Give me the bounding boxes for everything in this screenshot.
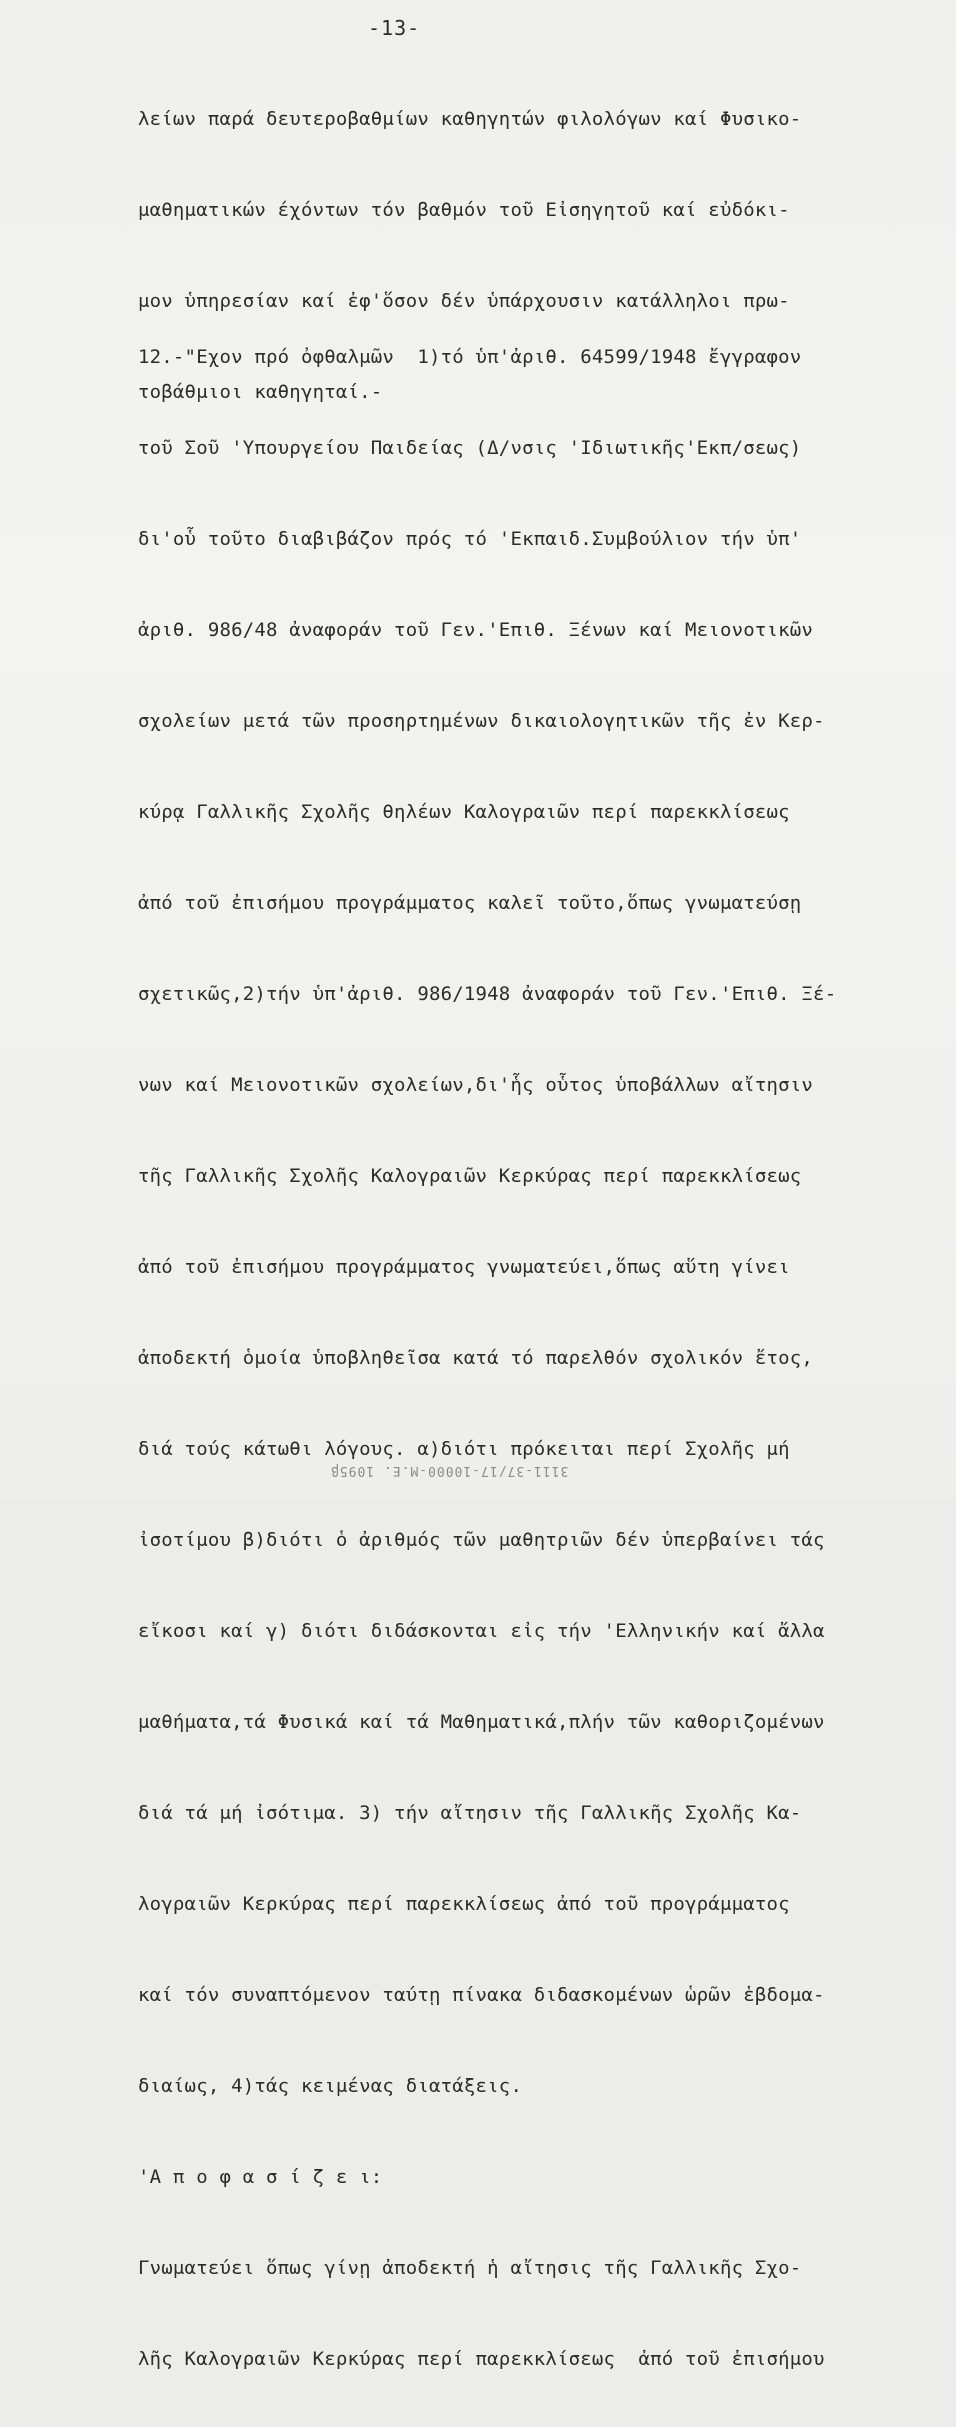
- text-line: τοῦ Σοῦ 'Υπουργείου Παιδείας (Δ/νσις 'Ιδιωτικῆς'Εκπ/σεως): [138, 437, 802, 459]
- page-number: -13-: [368, 16, 421, 40]
- text-line: ἀπό τοῦ ἐπισήμου προγράμματος γνωματεύει,ὅπως αὕτη γίνει: [138, 1256, 790, 1278]
- text-line: 12.-"Εχον πρό ὀφθαλμῶν 1)τό ὑπ'ἀριθ. 64599/1948 ἔγγραφον: [138, 346, 802, 368]
- text-line: κύρᾳ Γαλλικῆς Σχολῆς θηλέων Καλογραιῶν περί παρεκκλίσεως: [138, 801, 790, 823]
- heading-line: 'Α π ο φ α σ ί ζ ε ι:: [138, 2166, 383, 2188]
- text-line: καί τόν συναπτόμενον ταύτῃ πίνακα διδασκομένων ὡρῶν ἑβδομα-: [138, 1984, 825, 2006]
- text-line: δι'οὗ τοῦτο διαβιβάζον πρός τό 'Εκπαιδ.Συμβούλιον τήν ὑπ': [138, 528, 802, 550]
- text-line: τοβάθμιοι καθηγηταί.-: [138, 381, 383, 403]
- text-line: σχετικῶς,2)τήν ὑπ'ἀριθ. 986/1948 ἀναφοράν τοῦ Γεν.'Επιθ. Ξέ-: [138, 983, 837, 1005]
- text-line: διαίως, 4)τάς κειμένας διατάξεις.: [138, 2075, 523, 2097]
- text-line: ἀποδεκτή ὁμοία ὑποβληθεῖσα κατά τό παρελθόν σχολικόν ἔτος,: [138, 1347, 814, 1369]
- section-12: [138, 290, 928, 2427]
- text-line: μαθηματικών έχόντων τόν βαθμόν τοῦ Εἰσηγητοῦ καί εὐδόκι-: [138, 199, 790, 221]
- text-line: Γνωματεύει ὅπως γίνῃ ἀποδεκτή ἡ αἴτησις τῆς Γαλλικῆς Σχο-: [138, 2257, 802, 2279]
- text-line: ἰσοτίμου β)διότι ὁ ἀριθμός τῶν μαθητριῶν δέν ὑπερβαίνει τάς: [138, 1529, 825, 1551]
- text-line: ἀριθ. 986/48 ἀναφοράν τοῦ Γεν.'Επιθ. Ξένων καί Μειονοτικῶν: [138, 619, 814, 641]
- text-line: ἀπό τοῦ ἐπισήμου προγράμματος καλεῖ τοῦτο,ὅπως γνωματεύσῃ: [138, 892, 802, 914]
- text-line: λογραιῶν Κερκύρας περί παρεκκλίσεως ἀπό τοῦ προγράμματος: [138, 1893, 790, 1915]
- text-line: λείων παρά δευτεροβαθμίων καθηγητών φιλολόγων καί Φυσικο-: [138, 108, 802, 130]
- text-line: μαθήματα,τά Φυσικά καί τά Μαθηματικά,πλήν τῶν καθοριζομένων: [138, 1711, 825, 1733]
- text-line: νων καί Μειονοτικῶν σχολείων,δι'ἧς οὗτος ὑποβάλλων αἴτησιν: [138, 1074, 814, 1096]
- text-line: σχολείων μετά τῶν προσηρτημένων δικαιολογητικῶν τῆς ἐν Κερ-: [138, 710, 825, 732]
- footer-stamp: 3111-37/17-10000-Μ.Ε. 1095β: [330, 1463, 569, 1478]
- text-line: εἴκοσι καί γ) διότι διδάσκονται εἰς τήν 'Ελληνικήν καί ἄλλα: [138, 1620, 825, 1642]
- text-line: διά τά μή ἰσότιμα. 3) τήν αἴτησιν τῆς Γαλλικῆς Σχολῆς Κα-: [138, 1802, 802, 1824]
- text-line: τῆς Γαλλικῆς Σχολῆς Καλογραιῶν Κερκύρας περί παρεκκλίσεως: [138, 1165, 802, 1187]
- text-line: διά τούς κάτωθι λόγους. α)διότι πρόκειται περί Σχολῆς μή: [138, 1438, 790, 1460]
- text-line: μον ὑπηρεσίαν καί ἐφ'ὅσον δέν ὑπάρχουσιν κατάλληλοι πρω-: [138, 290, 790, 312]
- text-line: λῆς Καλογραιῶν Κερκύρας περί παρεκκλίσεως ἀπό τοῦ ἐπισήμου: [138, 2348, 825, 2370]
